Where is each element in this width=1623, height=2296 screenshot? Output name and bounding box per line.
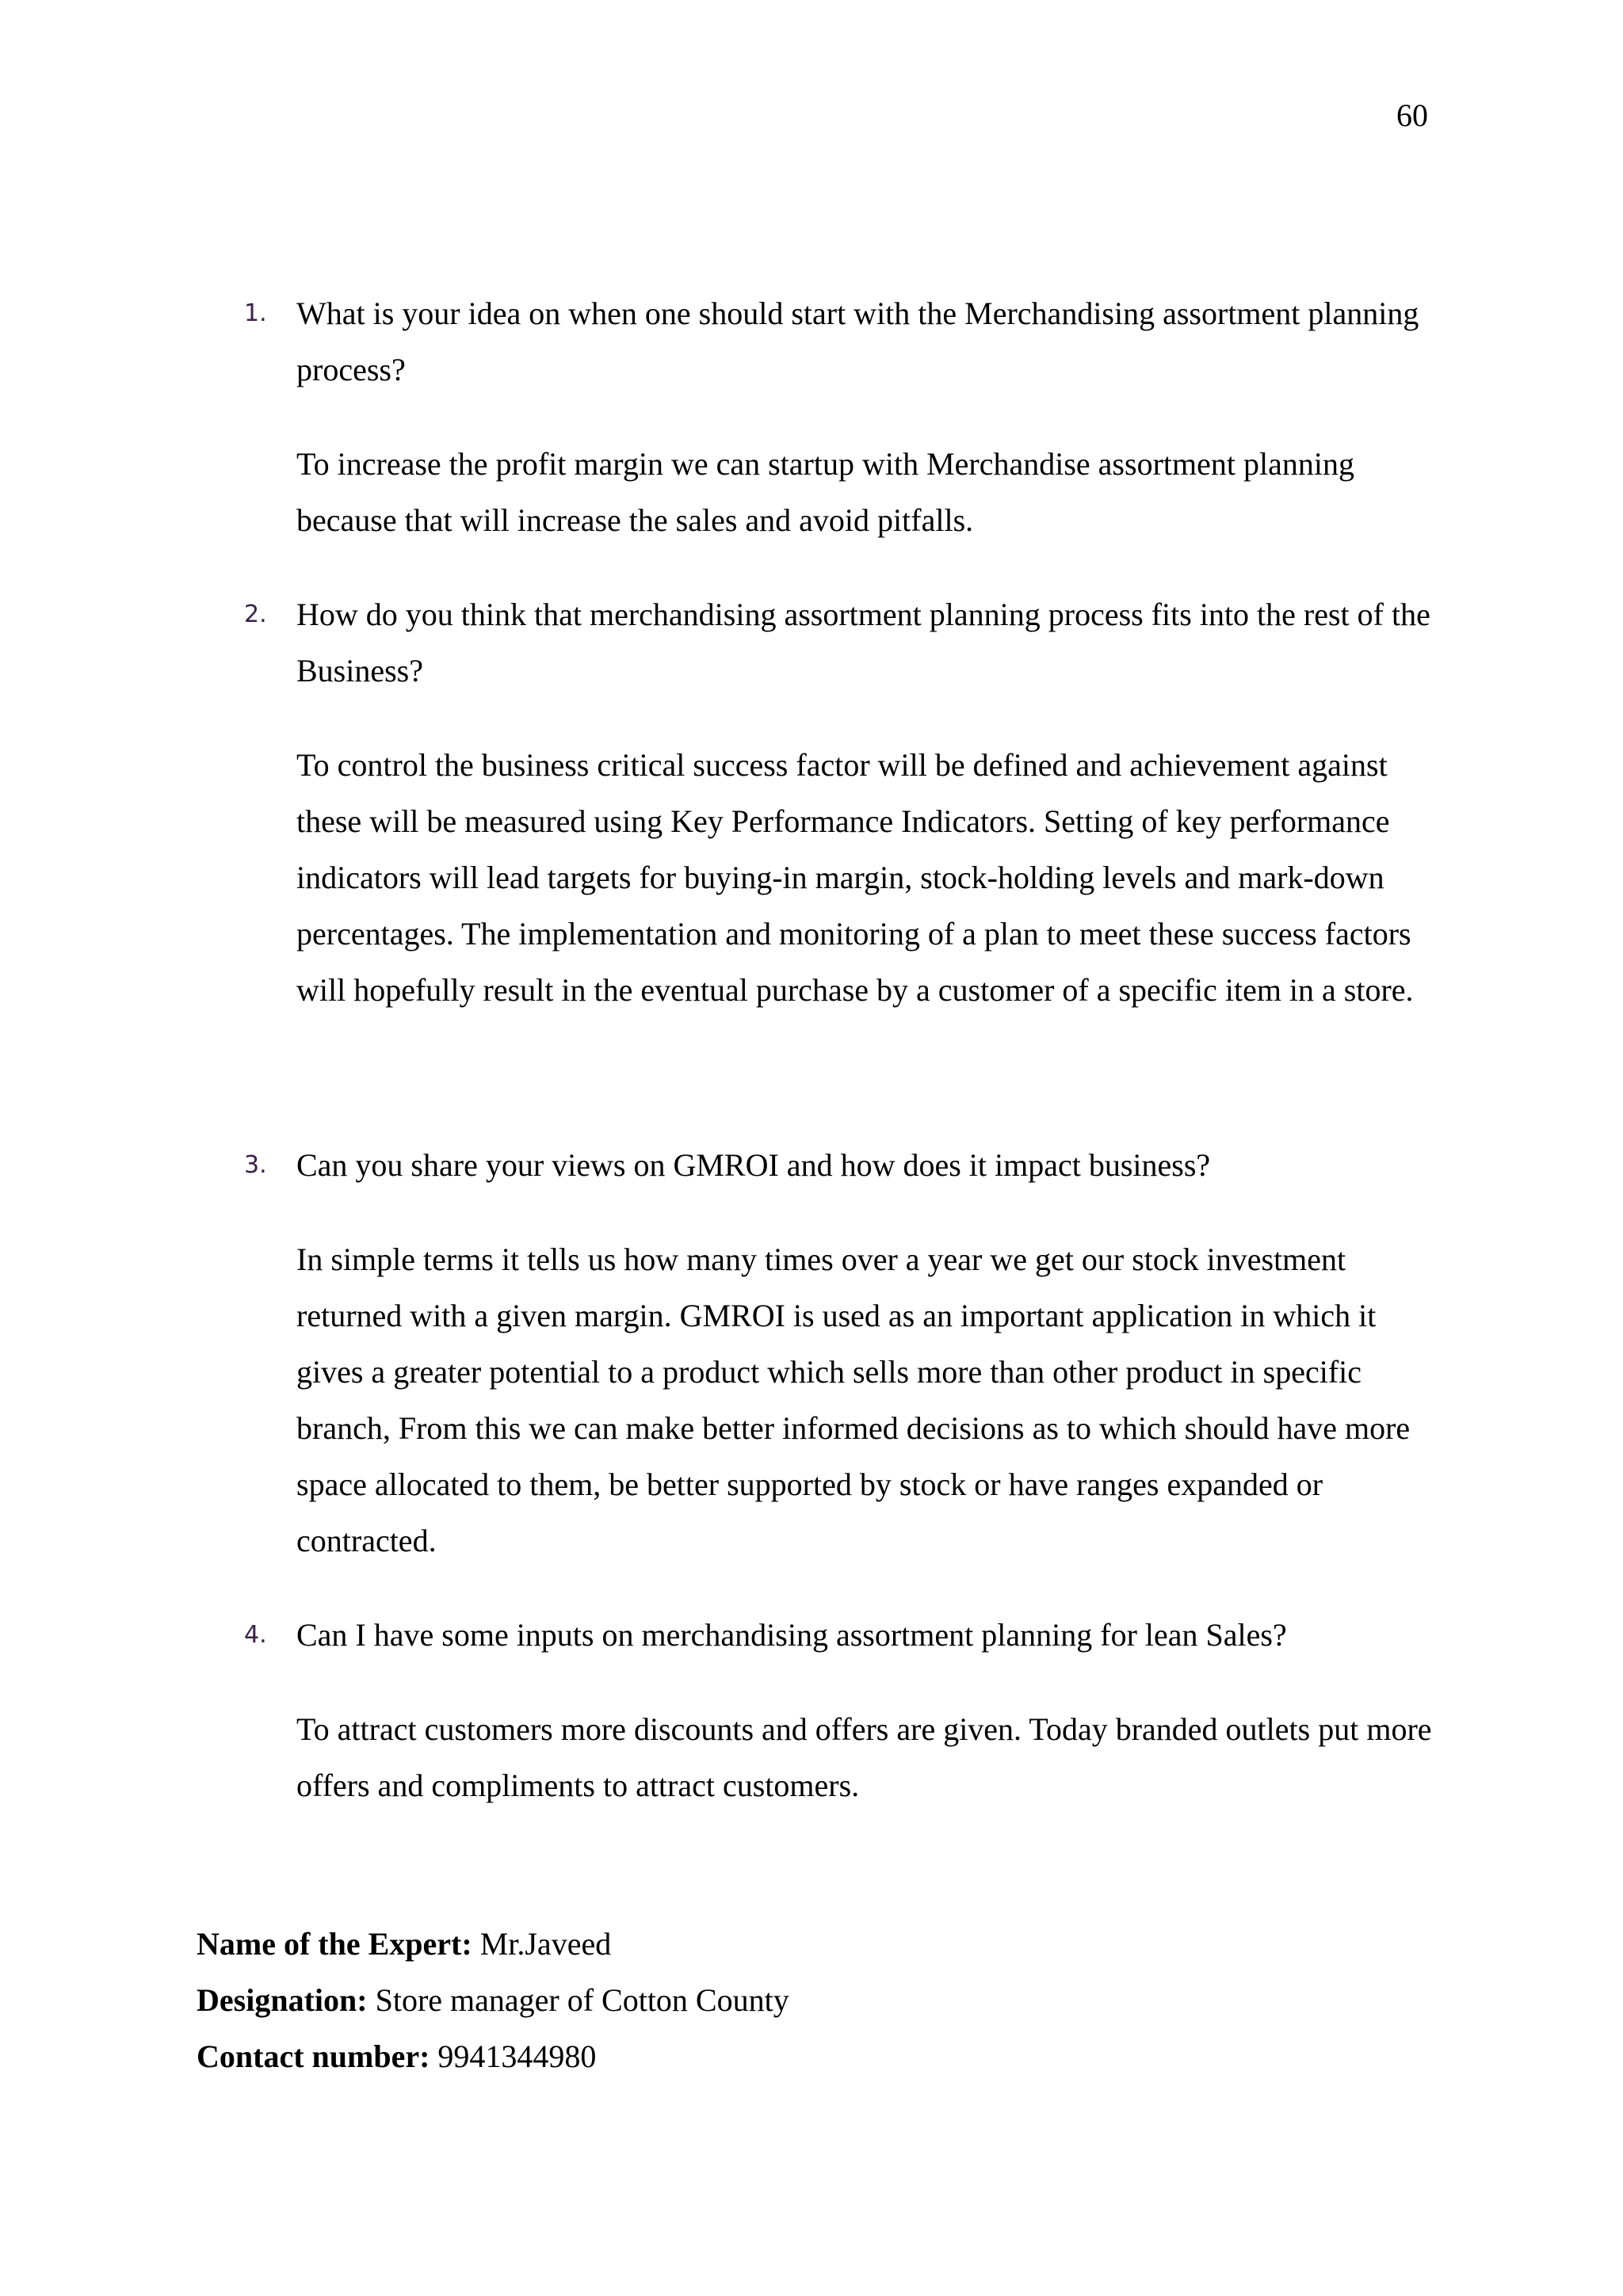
question-item (244, 1137, 1433, 1569)
expert-designation-row (197, 1972, 1385, 2028)
question-item (244, 586, 1433, 1018)
question-text: What is your idea on when one should start with the Merchandising assortment planning process? (296, 296, 1419, 387)
expert-name-row (197, 1916, 1385, 1972)
expert-contact-row (197, 2028, 1385, 2084)
question-number: 1. (244, 299, 267, 327)
expert-designation-label: Designation: (197, 1982, 376, 2018)
question-item (244, 285, 1433, 548)
question-list (244, 285, 1433, 1814)
question-number: 3. (244, 1151, 267, 1179)
expert-info (197, 1916, 1385, 2084)
page-number: 60 (1396, 97, 1428, 133)
answer-text: To attract customers more discounts and offers are given. Today branded outlets put more offers and compliments to attract customers. (296, 1711, 1432, 1803)
answer-text: To control the business critical success factor will be defined and achievement against these will be measured using Key Performance Indicators. Setting of key performance indicators will lead targets for buying-in margin, stock-holding levels and mark-down percentages. The implementation and monitoring of a plan to meet these success factors will hopefully result in the eventual purchase by a customer of a specific item in a store. (296, 747, 1414, 1008)
expert-name-label: Name of the Expert: (197, 1926, 480, 1962)
expert-name-value: Mr.Javeed (479, 1926, 612, 1962)
answer-text: In simple terms it tells us how many times over a year we get our stock investment returned with a given margin. GMROI is used as an important application in which it gives a greater potential to a product which sells more than other product in specific branch, From this we can make better informed decisions as to which should have more space allocated to them, be better supported by stock or have ranges expanded or contracted. (296, 1241, 1411, 1558)
question-text: Can you share your views on GMROI and how does it impact business? (296, 1147, 1211, 1183)
question-number: 2. (244, 601, 267, 628)
question-text: How do you think that merchandising assortment planning process fits into the rest of the Business? (296, 597, 1430, 688)
question-text: Can I have some inputs on merchandising assortment planning for lean Sales? (296, 1617, 1287, 1653)
answer-text: To increase the profit margin we can startup with Merchandise assortment planning because that will increase the sales and avoid pitfalls. (296, 446, 1354, 538)
question-number: 4. (244, 1621, 267, 1649)
expert-contact-value: 9941344980 (437, 2039, 597, 2074)
expert-designation-value: Store manager of Cotton County (375, 1982, 789, 2018)
expert-contact-label: Contact number: (197, 2039, 438, 2074)
question-item (244, 1607, 1433, 1814)
